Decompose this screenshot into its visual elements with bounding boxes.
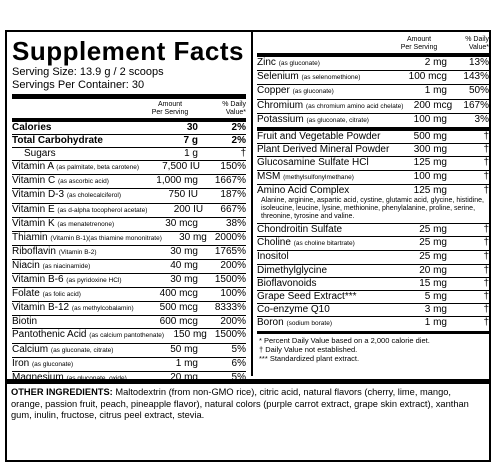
nutrient-name: Calcium (as gluconate, citrate) (12, 343, 114, 355)
nutrient-daily-value: 5% (231, 343, 246, 355)
nutrient-amount: 600 mcg (159, 316, 198, 328)
nutrient-name: Magnesium (as gluconate, oxide) (12, 371, 127, 383)
nutrient-amount: 300 mg (413, 144, 448, 156)
nutrient-name: Choline (as choline bitartrate) (257, 237, 355, 249)
supplement-facts-panel (5, 30, 491, 462)
amino-acid-note: Alanine, arginine, aspartic acid, cystine, glutamic acid, glycine, histidine, isoleucine, leucine, lysine, methionine, phenylalanine, proline, serine, threonine, tyrosine and valine. (261, 197, 484, 221)
nutrient-amount: 20 mg (170, 371, 198, 383)
nutrient-amount: 500 mg (413, 131, 447, 143)
nutrient-daily-value: † (483, 317, 489, 329)
nutrient-row (12, 217, 246, 231)
nutrient-row (257, 250, 489, 263)
nutrient-name: Calories (12, 122, 52, 133)
nutrient-name: Vitamin K (as menatetrenone) (12, 217, 115, 229)
nutrient-daily-value: † (483, 251, 489, 263)
nutrient-amount: 750 IU (168, 189, 198, 201)
nutrient-source: (as folic acid) (42, 291, 81, 299)
nutrient-source: (as gluconate) (32, 360, 74, 368)
nutrient-row (257, 316, 489, 330)
nutrient-row (12, 134, 246, 147)
nutrient-daily-value: 150% (220, 161, 246, 173)
nutrient-row (12, 259, 246, 273)
nutrient-row (257, 156, 489, 169)
nutrient-row (257, 130, 489, 143)
nutrient-row (12, 287, 246, 301)
nutrient-row (12, 245, 246, 259)
serving-size: Serving Size: 13.9 g / 2 scoops (12, 66, 164, 78)
nutrient-source: (Vitamin B-1)(as thiamine mononitrate) (50, 234, 162, 242)
nutrient-daily-value: 200% (220, 259, 246, 271)
nutrient-amount: 200 IU (173, 203, 204, 215)
nutrient-source: (as gluconate, oxide) (66, 374, 127, 382)
nutrient-name: Chondroitin Sulfate (257, 224, 343, 236)
nutrient-daily-value: 8333% (214, 302, 246, 314)
nutrient-name: Boron (sodium borate) (257, 317, 332, 329)
nutrient-name: Pantothenic Acid (as calcium pantothenate) (12, 329, 165, 341)
nutrient-row (257, 223, 489, 236)
nutrient-row (257, 264, 489, 277)
nutrient-daily-value: 13% (468, 57, 489, 68)
footnotes (257, 334, 489, 363)
nutrient-row (257, 143, 489, 156)
nutrient-amount: 30 (186, 122, 198, 133)
nutrient-name: Chromium (as chromium amino acid chelate) (257, 99, 404, 111)
nutrient-name: Riboflavin (Vitamin B-2) (12, 245, 97, 257)
nutrient-daily-value: 100% (220, 288, 246, 300)
nutrient-source: (as pyridoxine HCl) (66, 277, 122, 285)
nutrient-source: (as ascorbic acid) (57, 178, 109, 186)
nutrient-name: Vitamin C (as ascorbic acid) (12, 175, 109, 187)
nutrient-name: Selenium (as selenomethione) (257, 71, 361, 83)
nutrient-daily-value: 143% (463, 71, 489, 83)
nutrient-name: MSM (methylsulfonylmethane) (257, 170, 354, 182)
nutrient-daily-value: 50% (468, 85, 489, 97)
nutrient-row (257, 236, 489, 250)
nutrient-name: Thiamin (Vitamin B-1)(as thiamine mononitrate) (12, 231, 162, 243)
nutrient-daily-value: † (240, 148, 246, 160)
nutrient-daily-value: 1500% (214, 329, 246, 341)
nutrient-amount: 25 mg (419, 224, 447, 236)
nutrient-daily-value: 38% (225, 217, 246, 229)
right-column (254, 32, 493, 363)
dv-header: % Daily Value* (222, 101, 246, 116)
nutrient-amount: 7,500 IU (162, 161, 200, 173)
nutrient-source: (as gluconate, citrate) (50, 346, 114, 354)
nutrient-name: Total Carbohydrate (12, 135, 103, 147)
left-column (7, 32, 250, 385)
nutrient-daily-value: † (483, 144, 489, 156)
nutrient-name: Dimethylglycine (257, 264, 328, 276)
nutrient-name: Co-enzyme Q10 (257, 304, 330, 316)
nutrient-row (257, 99, 489, 113)
nutrient-row (257, 170, 489, 184)
nutrient-name: Inositol (257, 251, 289, 263)
nutrient-source: (as choline bitartrate) (293, 240, 355, 248)
nutrient-row (12, 174, 246, 188)
nutrient-daily-value: † (483, 264, 489, 276)
nutrient-amount: 50 mg (170, 343, 198, 355)
nutrient-daily-value: 187% (220, 189, 246, 201)
nutrient-source: (sodium borate) (286, 320, 332, 328)
nutrient-source: (as palmitate, beta carotene) (56, 164, 140, 172)
left-column-header (12, 99, 246, 118)
nutrient-daily-value: 667% (220, 203, 246, 215)
nutrient-amount: 400 mcg (159, 288, 198, 300)
nutrient-daily-value: 167% (463, 99, 489, 111)
nutrient-daily-value: † (483, 224, 489, 236)
nutrient-daily-value: † (483, 237, 489, 249)
nutrient-row (257, 70, 489, 84)
nutrient-daily-value: 2% (231, 135, 246, 147)
nutrient-source: (as niacinamide) (42, 262, 91, 270)
nutrient-row (12, 188, 246, 202)
nutrient-name: Fruit and Vegetable Powder (257, 131, 381, 143)
other-ingredients-text: Maltodextrin (from non-GMO rice), citric acid, natural flavors (cherry, lime, mango, orange, passion fruit, peach, pineapple flavor), natural colors (purple carrot extract, grape skin extract), xanthan gum, inulin, fructose, citrus peel extract, stevia. (11, 387, 469, 420)
nutrient-row (12, 160, 246, 174)
right-other-list (257, 223, 489, 331)
nutrient-amount: 1 mg (424, 85, 447, 97)
nutrient-row (257, 56, 489, 70)
nutrient-name: Biotin (12, 316, 38, 328)
nutrient-name: Grape Seed Extract*** (257, 291, 357, 303)
other-ingredients (7, 379, 489, 422)
panel-title: Supplement Facts (12, 36, 244, 66)
nutrient-daily-value: † (483, 277, 489, 289)
nutrient-amount: 15 mg (419, 277, 447, 289)
nutrient-name: Vitamin B-12 (as methylcobalamin) (12, 302, 134, 314)
right-blend-list (257, 130, 489, 197)
nutrient-amount: 200 mcg (413, 99, 453, 111)
nutrient-amount: 3 mg (424, 304, 447, 316)
nutrient-amount: 150 mg (173, 329, 207, 341)
nutrient-name: Bioflavonoids (257, 277, 317, 289)
nutrient-row (12, 121, 246, 134)
nutrient-name: Vitamin E (as d-alpha tocopherol acetate) (12, 203, 148, 215)
footnote-extract: *** Standardized plant extract. (259, 353, 360, 363)
nutrient-daily-value: 200% (220, 316, 246, 328)
nutrient-daily-value: 5% (231, 371, 246, 383)
nutrient-amount: 125 mg (413, 157, 447, 169)
nutrient-row (257, 113, 489, 127)
nutrient-row (12, 343, 246, 357)
nutrient-daily-value: 1667% (214, 175, 246, 187)
nutrient-name: Folate (as folic acid) (12, 288, 81, 300)
nutrient-row (12, 357, 246, 371)
nutrient-source: (as chromium amino acid chelate) (305, 102, 404, 110)
nutrient-daily-value: † (483, 157, 489, 169)
nutrient-daily-value: 6% (231, 357, 246, 369)
nutrient-amount: 30 mcg (165, 217, 198, 229)
nutrient-daily-value: † (483, 304, 489, 316)
nutrient-name: Plant Derived Mineral Powder (257, 144, 390, 156)
nutrient-source: (as gluconate, citrate) (306, 116, 369, 124)
nutrient-source: (as cholecalciferol) (66, 192, 122, 200)
nutrient-row (12, 231, 246, 245)
nutrient-row (257, 290, 489, 303)
nutrient-daily-value: 1765% (214, 245, 246, 257)
nutrient-amount: 100 mg (413, 170, 447, 182)
nutrient-amount: 2 mg (424, 57, 447, 68)
column-divider (251, 32, 253, 376)
nutrient-daily-value: † (483, 184, 489, 196)
nutrient-daily-value: 1500% (214, 274, 246, 286)
nutrient-amount: 30 mg (179, 231, 207, 243)
footnote-dagger: † Daily Value not established. (259, 344, 358, 354)
nutrient-amount: 100 mg (413, 113, 447, 125)
nutrient-row (257, 277, 489, 290)
other-ingredients-label: OTHER INGREDIENTS: (11, 387, 113, 397)
nutrient-amount: 30 mg (170, 274, 198, 286)
right-mineral-list (257, 56, 489, 127)
nutrient-name: Iron (as gluconate) (12, 357, 74, 369)
nutrient-source: (Vitamin B-2) (58, 248, 97, 256)
nutrient-name: Amino Acid Complex (257, 184, 350, 196)
nutrient-row (12, 328, 246, 342)
footnote-dv: * Percent Daily Value based on a 2,000 calorie diet. (259, 335, 430, 345)
nutrient-name: Vitamin A (as palmitate, beta carotene) (12, 161, 140, 173)
nutrient-amount: 40 mg (170, 259, 198, 271)
nutrient-row (12, 147, 246, 160)
nutrient-row (257, 184, 489, 197)
amount-header: Amount Per Serving (151, 101, 189, 116)
nutrient-source: (as methylcobalamin) (71, 305, 134, 313)
nutrient-source: (as selenomethione) (301, 74, 361, 82)
nutrient-daily-value: † (483, 291, 489, 303)
nutrient-amount: 500 mcg (159, 302, 198, 314)
nutrient-name: Zinc (as gluconate) (257, 57, 320, 68)
left-nutrient-list (12, 121, 246, 385)
nutrient-amount: 1 mg (175, 357, 198, 369)
nutrient-daily-value: 2000% (214, 231, 246, 243)
nutrient-amount: 1 g (184, 148, 198, 160)
nutrient-source: (as gluconate) (278, 60, 320, 67)
nutrient-name: Potassium (as gluconate, citrate) (257, 113, 369, 125)
nutrient-amount: 100 mcg (408, 71, 447, 83)
nutrient-amount: 30 mg (170, 245, 198, 257)
nutrient-row (12, 301, 246, 315)
nutrient-row (12, 273, 246, 287)
nutrient-amount: 5 mg (424, 291, 447, 303)
nutrient-amount: 25 mg (419, 251, 447, 263)
nutrient-source: (as menatetrenone) (57, 220, 115, 228)
dv-header: % Daily Value* (465, 36, 489, 51)
nutrient-amount: 20 mg (419, 264, 447, 276)
nutrient-row (12, 203, 246, 217)
nutrient-name: Glucosamine Sulfate HCl (257, 157, 369, 169)
nutrient-name: Niacin (as niacinamide) (12, 259, 91, 271)
nutrient-source: (as gluconate) (292, 88, 334, 96)
nutrient-name: Sugars (24, 148, 56, 160)
nutrient-name: Vitamin B-6 (as pyridoxine HCl) (12, 274, 122, 286)
nutrient-name: Copper (as gluconate) (257, 85, 334, 97)
right-column-header (257, 32, 489, 53)
nutrient-amount: 7 g (183, 135, 198, 147)
nutrient-row (257, 303, 489, 316)
nutrient-amount: 25 mg (419, 237, 447, 249)
nutrient-row (257, 84, 489, 98)
nutrient-amount: 1,000 mg (156, 175, 198, 187)
nutrient-daily-value: 3% (474, 113, 489, 125)
nutrient-source: (methylsulfonylmethane) (283, 173, 354, 181)
nutrient-row (12, 315, 246, 328)
nutrient-amount: 1 mg (424, 317, 447, 329)
nutrient-name: Vitamin D-3 (as cholecalciferol) (12, 189, 122, 201)
nutrient-daily-value: † (483, 170, 489, 182)
nutrient-daily-value: † (483, 131, 489, 143)
nutrient-source: (as d-alpha tocopherol acetate) (57, 206, 148, 214)
nutrient-daily-value: 2% (231, 122, 246, 133)
servings-per-container: Servings Per Container: 30 (12, 79, 145, 91)
nutrient-source: (as calcium pantothenate) (89, 332, 165, 340)
nutrient-amount: 125 mg (413, 184, 447, 196)
amount-header: Amount Per Serving (400, 36, 438, 51)
